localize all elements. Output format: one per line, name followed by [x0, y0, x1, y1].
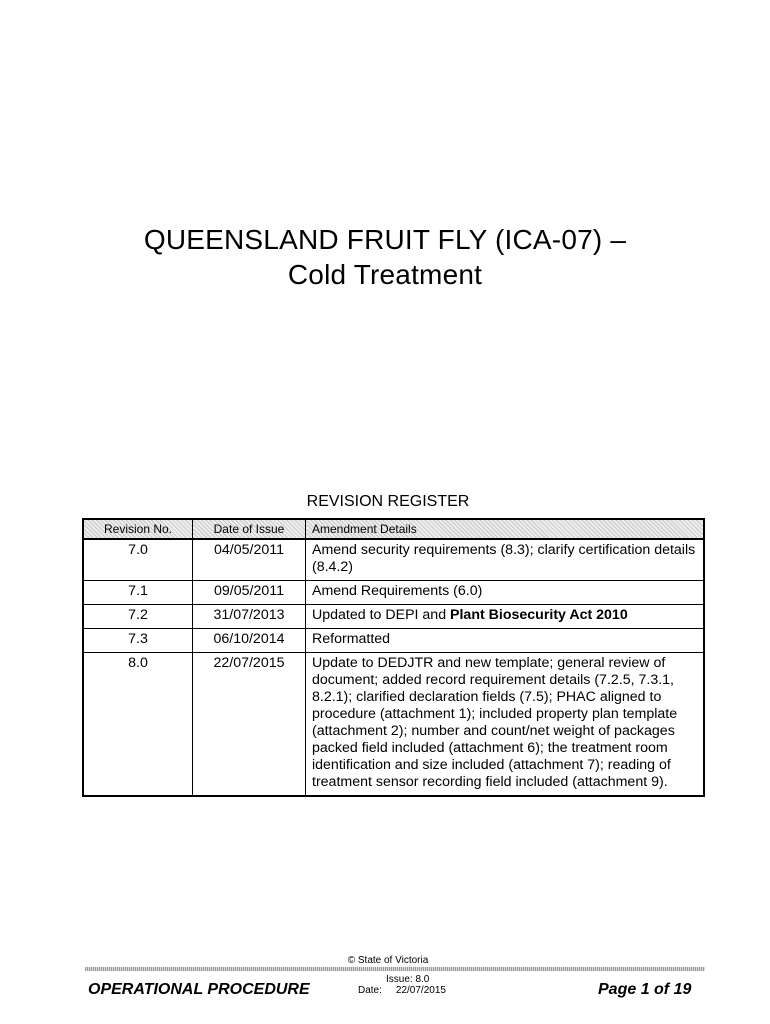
- document-title: [0, 222, 770, 292]
- revision-number: 7.1: [83, 581, 193, 605]
- revision-register-table: [82, 518, 705, 797]
- table-row: [83, 653, 704, 797]
- amendment-details: Update to DEDJTR and new template; general review of document; added record requirement details (7.2.5, 7.3.1, 8.2.1); clarified declaration fields (7.5); PHAC aligned to procedure (attachment 1); included property plan template (attachment 2); number and count/net weight of packages packed field included (attachment 6); the treatment room identification and size included (attachment 7); reading of treatment sensor recording field included (attachment 9).: [306, 653, 705, 797]
- footer-issue: Issue: 8.0: [386, 974, 430, 985]
- revision-date: 04/05/2011: [193, 539, 306, 581]
- revision-number: 7.0: [83, 539, 193, 581]
- footer-date-label: Date:: [358, 985, 382, 996]
- amendment-details: Reformatted: [306, 629, 705, 653]
- column-header-revision-no: Revision No.: [83, 519, 193, 539]
- act-name: Plant Biosecurity Act 2010: [450, 607, 628, 623]
- copyright-notice: © State of Victoria: [347, 955, 429, 966]
- footer-date: [358, 985, 446, 996]
- footer-divider: [85, 967, 705, 971]
- amendment-details: Amend Requirements (6.0): [306, 581, 705, 605]
- revision-date: 06/10/2014: [193, 629, 306, 653]
- footer-date-value: 22/07/2015: [395, 985, 446, 996]
- document-title-line-1: QUEENSLAND FRUIT FLY (ICA-07) –: [143, 224, 627, 255]
- revision-register-heading: REVISION REGISTER: [306, 493, 470, 510]
- table-row: [83, 629, 704, 653]
- column-header-date-of-issue: Date of Issue: [193, 519, 306, 539]
- amendment-details: Amend security requirements (8.3); clarify certification details (8.4.2): [306, 539, 705, 581]
- document-title-line-2: Cold Treatment: [287, 259, 483, 290]
- amendment-details: [306, 605, 705, 629]
- table-row: [83, 605, 704, 629]
- table-header-row: [83, 519, 704, 539]
- revision-date: 09/05/2011: [193, 581, 306, 605]
- table-row: [83, 539, 704, 581]
- revision-number: 7.3: [83, 629, 193, 653]
- column-header-amendment-details: Amendment Details: [306, 519, 705, 539]
- amendment-details-text: Updated to DEPI and: [312, 607, 451, 623]
- table-row: [83, 581, 704, 605]
- footer-document-type: OPERATIONAL PROCEDURE: [88, 981, 310, 998]
- revision-number: 8.0: [83, 653, 193, 797]
- footer-page-number: Page 1 of 19: [598, 981, 692, 998]
- revision-date: 31/07/2013: [193, 605, 306, 629]
- revision-date: 22/07/2015: [193, 653, 306, 797]
- revision-number: 7.2: [83, 605, 193, 629]
